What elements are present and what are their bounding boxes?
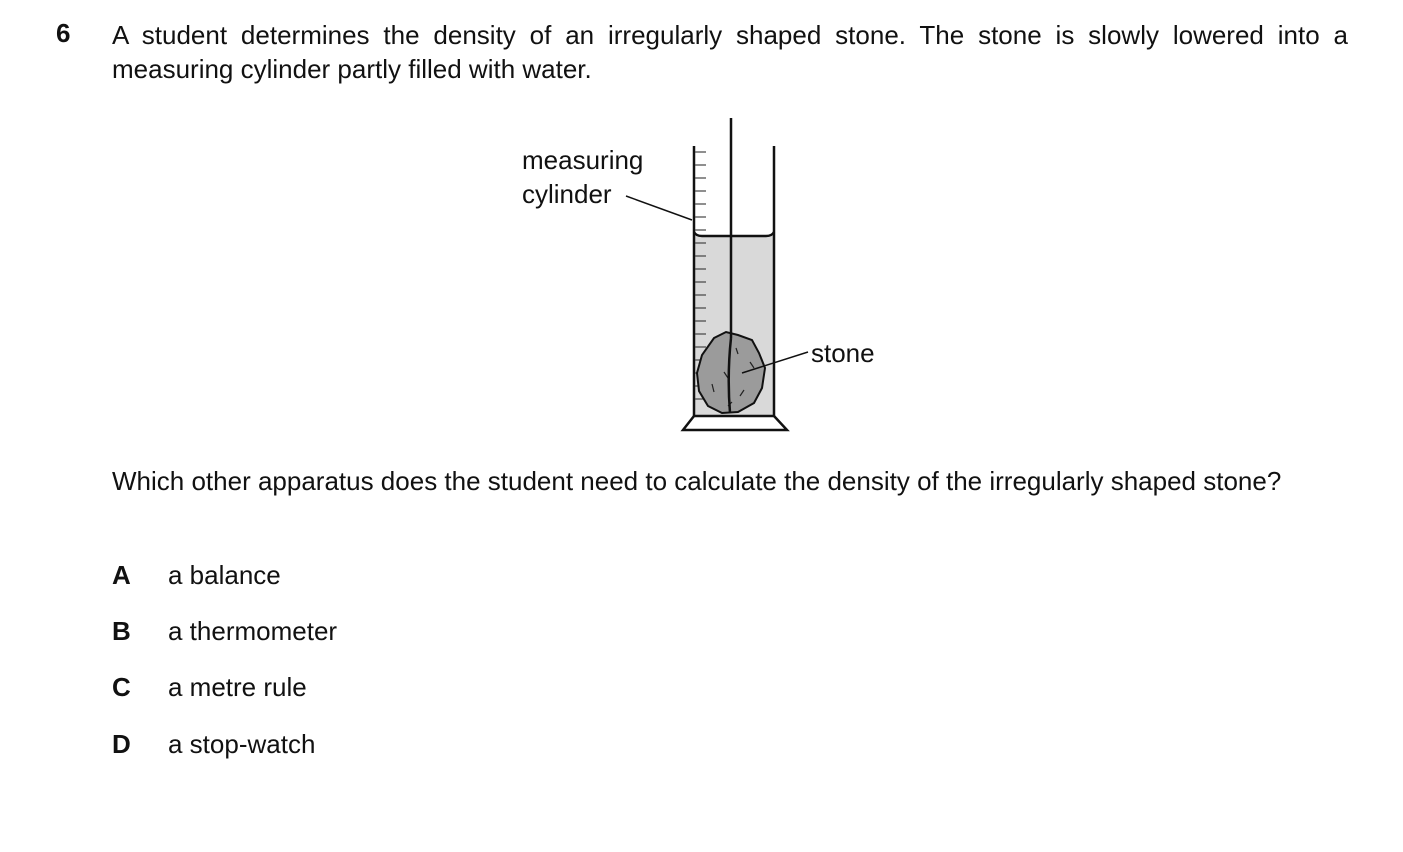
option-text: a thermometer — [168, 616, 338, 646]
cylinder-label-line1: measuring — [522, 145, 644, 175]
option-letter: D — [112, 729, 131, 759]
question-stem: A student determines the density of an irregularly shaped stone. The stone is slowly lowered into a measuring cylinder partly filled with water. — [112, 20, 1348, 84]
water-surface — [694, 232, 774, 236]
option-text: a metre rule — [168, 672, 307, 702]
option-d[interactable] — [112, 727, 315, 761]
cylinder-label — [522, 143, 643, 211]
measuring-cylinder-diagram — [500, 110, 920, 440]
cylinder-label-line2: cylinder — [522, 179, 612, 209]
question-number: 6 — [56, 18, 71, 48]
question-prompt: Which other apparatus does the student need to calculate the density of the irregularly shaped stone? — [112, 466, 1282, 496]
option-b[interactable] — [112, 614, 337, 648]
stone-label: stone — [811, 338, 875, 368]
option-text: a stop-watch — [168, 729, 316, 759]
option-a[interactable] — [112, 558, 281, 592]
option-text: a balance — [168, 560, 281, 590]
option-c[interactable] — [112, 670, 307, 704]
option-letter: A — [112, 560, 131, 590]
option-letter: B — [112, 616, 131, 646]
option-letter: C — [112, 672, 131, 702]
cylinder-base — [683, 416, 787, 430]
